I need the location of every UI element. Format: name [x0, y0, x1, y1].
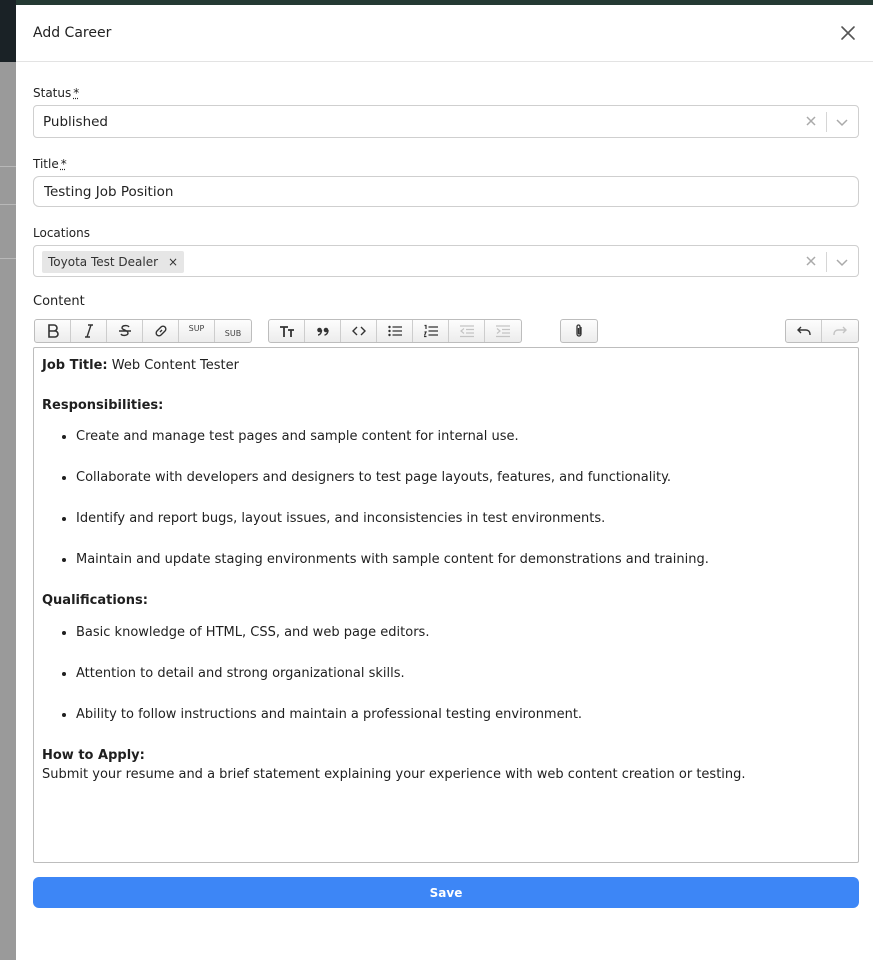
list-item: • Create and manage test pages and sample content for internal use.: [76, 427, 850, 447]
undo-button[interactable]: [786, 320, 822, 342]
close-button[interactable]: [837, 22, 859, 44]
content-label: Content: [33, 294, 85, 309]
apply-text: Submit your resume and a brief statement explaining your experience with web content creation or testing.: [42, 767, 746, 782]
list-item: • Identify and report bugs, layout issues, and inconsistencies in test environments.: [76, 509, 850, 529]
status-label: Status *: [33, 86, 80, 100]
strikethrough-icon: [117, 323, 133, 339]
strikethrough-button[interactable]: [107, 320, 143, 342]
save-button[interactable]: Save: [33, 877, 859, 908]
status-value: Published: [43, 114, 108, 130]
clear-icon[interactable]: [804, 114, 818, 128]
list-item: • Collaborate with developers and designers to test page layouts, features, and functionality.: [76, 468, 850, 488]
responsibilities-heading: Responsibilities:: [42, 397, 164, 413]
qualifications-list: [42, 623, 850, 725]
location-tag: Toyota Test Dealer ×: [42, 251, 184, 273]
close-icon: [837, 22, 859, 44]
link-button[interactable]: [143, 320, 179, 342]
link-icon: [153, 323, 169, 339]
list-item: • Basic knowledge of HTML, CSS, and web page editors.: [76, 623, 850, 643]
text-format-group: [34, 319, 252, 343]
code-icon: [351, 323, 367, 339]
numbered-list-icon: [423, 323, 439, 339]
chevron-down-icon[interactable]: [834, 254, 850, 270]
redo-icon: [832, 323, 848, 339]
block-format-group: [268, 319, 522, 343]
history-group: [785, 319, 859, 343]
quote-button[interactable]: [305, 320, 341, 342]
list-item: • Ability to follow instructions and maintain a professional testing environment.: [76, 705, 850, 725]
title-input[interactable]: [33, 176, 859, 207]
drawer-header: [16, 5, 873, 62]
bold-button[interactable]: [35, 320, 71, 342]
list-item: • Maintain and update staging environments with sample content for demonstrations and training.: [76, 550, 850, 570]
numbered-list-button[interactable]: [413, 320, 449, 342]
bold-icon: [45, 323, 61, 339]
code-button[interactable]: [341, 320, 377, 342]
drawer-title: Add Career: [33, 25, 112, 41]
page-backdrop: [0, 0, 16, 960]
apply-heading: How to Apply:: [42, 747, 145, 763]
content-editor[interactable]: [33, 347, 859, 863]
text-size-icon: [279, 323, 295, 339]
editor-toolbar: [33, 319, 859, 343]
quote-icon: [315, 323, 331, 339]
heading-button[interactable]: [269, 320, 305, 342]
qualifications-heading: Qualifications:: [42, 593, 148, 608]
bullet-list-icon: [387, 323, 403, 339]
attach-group: [560, 319, 598, 343]
locations-label: Locations: [33, 226, 91, 240]
clear-icon[interactable]: [804, 254, 818, 268]
responsibilities-list: [42, 427, 850, 570]
attach-button[interactable]: [561, 320, 597, 342]
outdent-button[interactable]: [449, 320, 485, 342]
title-label: Title *: [33, 157, 67, 171]
outdent-icon: [459, 323, 475, 339]
redo-button[interactable]: [822, 320, 858, 342]
indent-icon: [495, 323, 511, 339]
status-select[interactable]: [33, 105, 859, 138]
indent-button[interactable]: [485, 320, 521, 342]
italic-icon: [81, 323, 97, 339]
add-career-drawer: [16, 5, 873, 960]
job-title-line: Job Title: Web Content Tester: [42, 358, 240, 373]
list-item: • Attention to detail and strong organizational skills.: [76, 664, 850, 684]
superscript-button[interactable]: SUP: [179, 320, 215, 342]
bullet-list-button[interactable]: [377, 320, 413, 342]
locations-select[interactable]: [33, 245, 859, 277]
paperclip-icon: [571, 323, 587, 339]
undo-icon: [796, 323, 812, 339]
italic-button[interactable]: [71, 320, 107, 342]
chevron-down-icon[interactable]: [834, 114, 850, 130]
tag-remove-button[interactable]: ×: [168, 255, 179, 269]
subscript-button[interactable]: SUB: [224, 328, 242, 338]
